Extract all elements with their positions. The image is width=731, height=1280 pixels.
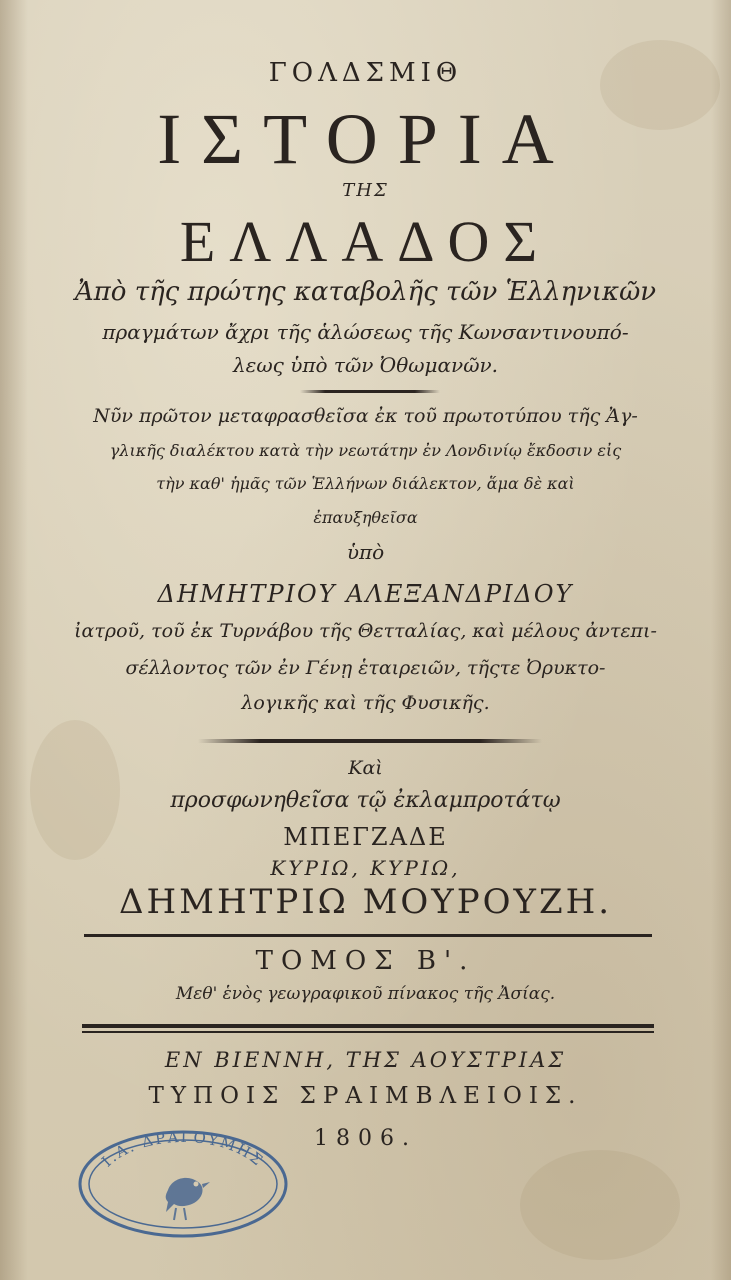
paper-stain	[520, 1150, 680, 1260]
translator-description-line: σέλλοντος τῶν ἐν Γένῃ ἑταιρειῶν, τῆςτε Ὀρυκτο-	[125, 657, 606, 679]
translation-line: ἐπαυξηθεῖσα	[313, 508, 418, 527]
stamp-text: Ι.Α. ΔΡΑΓΟΥΜΗΣ	[98, 1128, 268, 1171]
title-main: ΙΣΤΟΡΙΑ	[157, 99, 574, 179]
translator-name: ΔΗΜΗΤΡΙΟΥ ΑΛΕΞΑΝΔΡΙΔΟΥ	[157, 580, 574, 608]
volume-label: ΤΟΜΟΣ Β'.	[255, 946, 476, 976]
divider-rule-thin	[82, 1031, 654, 1033]
library-stamp	[76, 1128, 290, 1240]
dedication-line: ΜΠΕΓΖΑΔΕ	[283, 823, 448, 851]
conjunction-label: Καὶ	[348, 757, 383, 779]
imprint-printer: ΤΥΠΟΙΣ ΣΡΑΙΜΒΛΕΙΟΙΣ.	[148, 1083, 583, 1109]
translation-line: γλικῆς διαλέκτου κατὰ τὴν νεωτάτην ἐν Λονδινίῳ ἔκδοσιν εἰς	[109, 441, 622, 460]
dedication-line: προσφωνηθεῖσα τῷ ἐκλαμπροτάτῳ	[170, 788, 561, 813]
title-country: ΕΛΛΑΔΟΣ	[179, 209, 552, 274]
by-label: ὑπὸ	[346, 540, 385, 564]
title-article: ΤΗΣ	[342, 180, 389, 201]
translation-line: τὴν καθ' ἡμᾶς τῶν Ἑλλήνων διάλεκτον, ἅμα δὲ καὶ	[156, 474, 575, 493]
ornament-rule	[198, 739, 542, 743]
translator-description-line: λογικῆς καὶ τῆς Φυσικῆς.	[241, 692, 490, 714]
imprint-year: 1806.	[314, 1126, 417, 1151]
dedicatee-name: ΔΗΜΗΤΡΙΩ ΜΟΥΡΟΥΖΗ.	[118, 882, 613, 922]
translation-line: Νῦν πρῶτον μεταφρασθεῖσα ἐκ τοῦ πρωτοτύπου τῆς Ἀγ-	[93, 405, 638, 427]
subtitle-line: Ἀπὸ τῆς πρώτης καταβολῆς τῶν Ἑλληνικῶν	[74, 277, 657, 307]
divider-rule	[84, 934, 652, 937]
divider-rule-thick	[82, 1024, 654, 1028]
bird-emblem-icon	[166, 1178, 210, 1220]
imprint-place: ΕΝ ΒΙΕΝΝΗ, ΤΗΣ ΑΟΥΣΤΡΙΑΣ	[164, 1048, 567, 1072]
translator-description-line: ἰατροῦ, τοῦ ἐκ Τυρνάβου τῆς Θετταλίας, καὶ μέλους ἀντεπι-	[74, 620, 657, 642]
subtitle-line: πραγμάτων ἄχρι τῆς ἁλώσεως τῆς Κωνσαντινουπό-	[102, 320, 629, 344]
ornament-rule	[300, 390, 440, 393]
dedication-line: ΚΥΡΙΩ, ΚΥΡΙΩ,	[270, 856, 461, 880]
subtitle-line: λεως ὑπὸ τῶν Ὀθωμανῶν.	[232, 353, 499, 377]
volume-note: Μεθ' ἑνὸς γεωγραφικοῦ πίνακος τῆς Ἀσίας.	[175, 984, 556, 1004]
author-name: ΓΟΛΔΣΜΙΘ	[268, 58, 463, 88]
